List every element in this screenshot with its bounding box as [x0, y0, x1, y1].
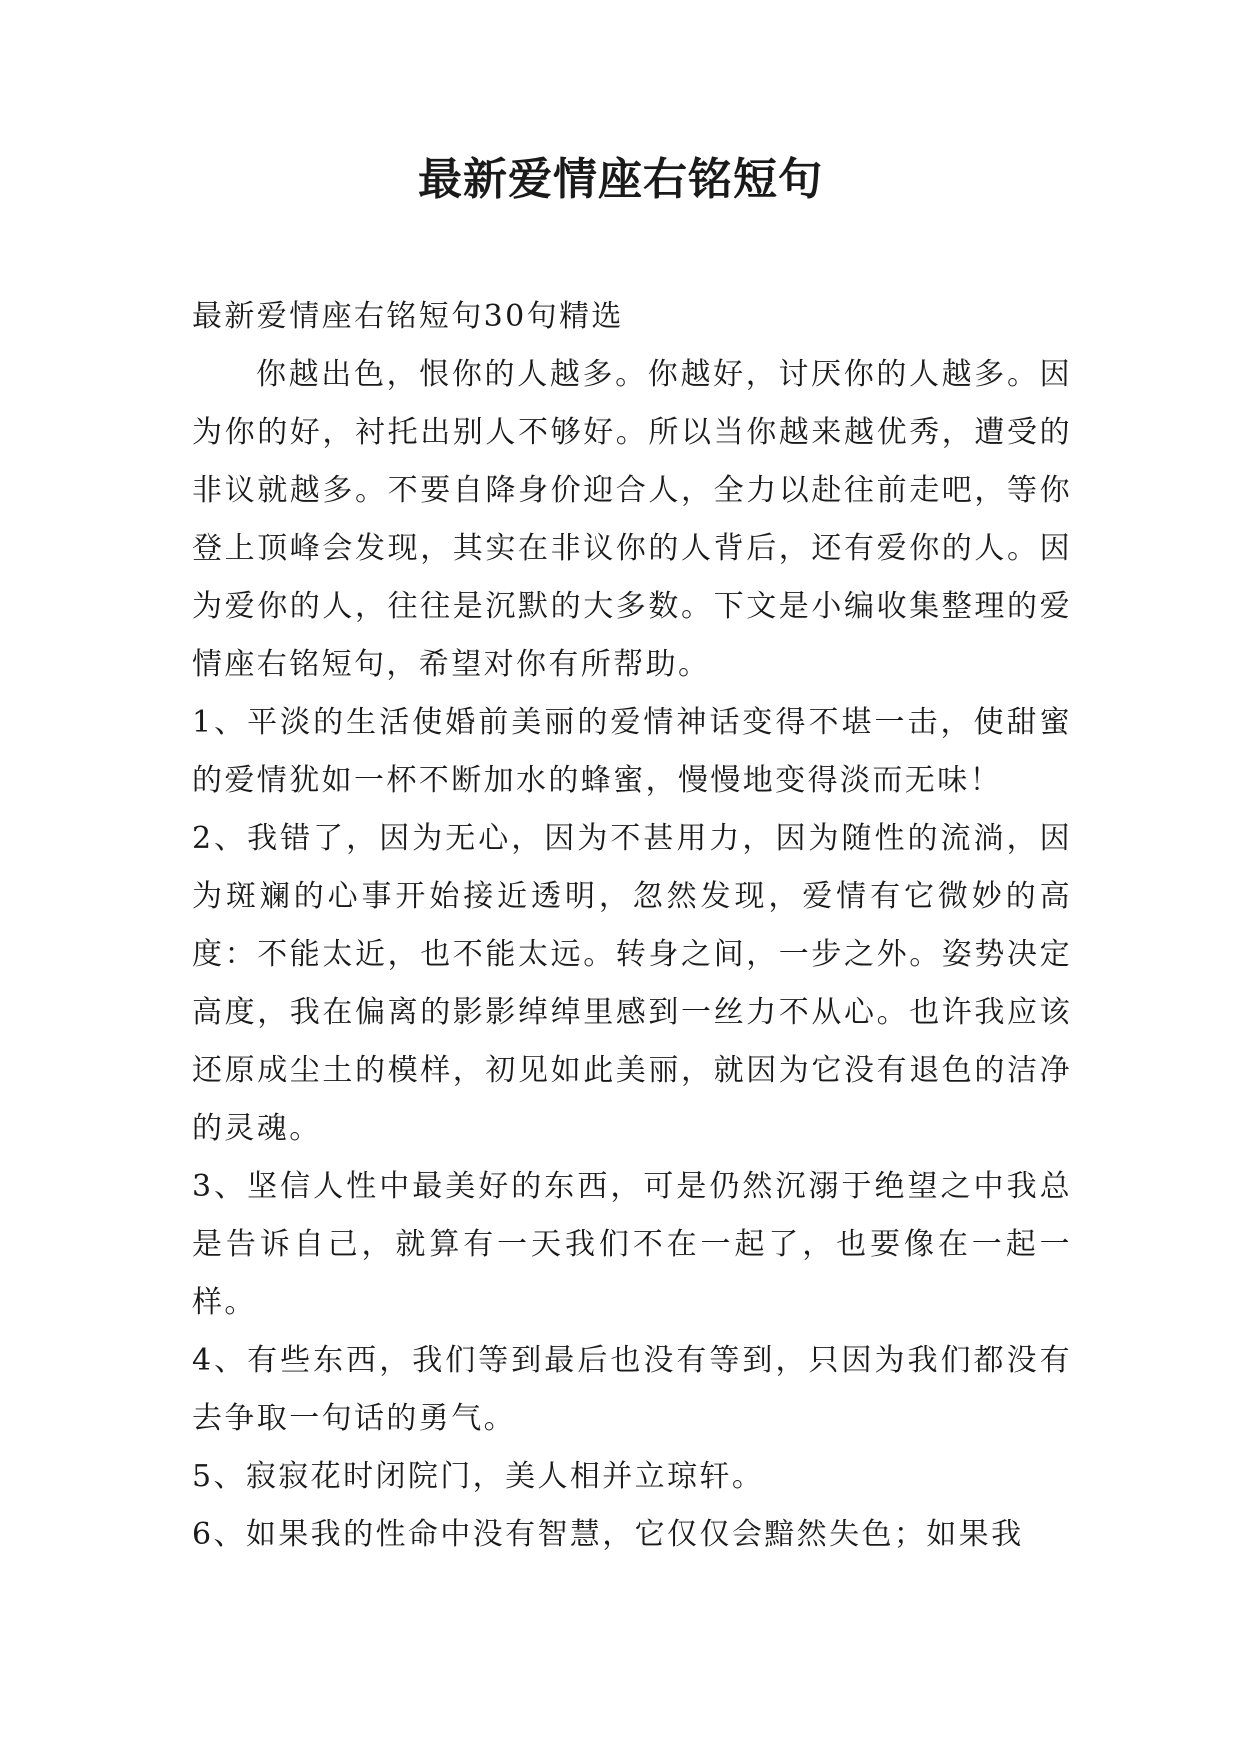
- list-item: 2、我错了，因为无心，因为不甚用力，因为随性的流淌，因为斑斓的心事开始接近透明，忽然发现，爱情有它微妙的高度：不能太近，也不能太远。转身之间，一步之外。姿势决定高度，我在偏离的影影绰绰里感到一丝力不从心。也许我应该还原成尘土的模样，初见如此美丽，就因为它没有退色的洁净的灵魂。: [192, 821, 1072, 1146]
- document-subtitle: 最新爱情座右铭短句30句精选: [192, 299, 624, 334]
- list-item: 4、有些东西，我们等到最后也没有等到，只因为我们都没有去争取一句话的勇气。: [192, 1343, 1072, 1436]
- list-item: 1、平淡的生活使婚前美丽的爱情神话变得不堪一击，使甜蜜的爱情犹如一杯不断加水的蜂蜜，慢慢地变得淡而无味！: [192, 705, 1072, 798]
- list-item: 3、坚信人性中最美好的东西，可是仍然沉溺于绝望之中我总是告诉自己，就算有一天我们不在一起了，也要像在一起一样。: [192, 1169, 1072, 1320]
- intro-paragraph: 你越出色，恨你的人越多。你越好，讨厌你的人越多。因为你的好，衬托出别人不够好。所以当你越来越优秀，遭受的非议就越多。不要自降身价迎合人，全力以赴往前走吧，等你登上顶峰会发现，其实在非议你的人背后，还有爱你的人。因为爱你的人，往往是沉默的大多数。下文是小编收集整理的爱情座右铭短句，希望对你有所帮助。: [192, 357, 1072, 682]
- document-body: [192, 288, 1072, 1564]
- list-item: 5、寂寂花时闭院门，美人相并立琼轩。: [192, 1459, 765, 1494]
- list-item: 6、如果我的性命中没有智慧，它仅仅会黯然失色；如果我: [192, 1517, 1024, 1552]
- document-title: 最新爱情座右铭短句: [418, 154, 823, 205]
